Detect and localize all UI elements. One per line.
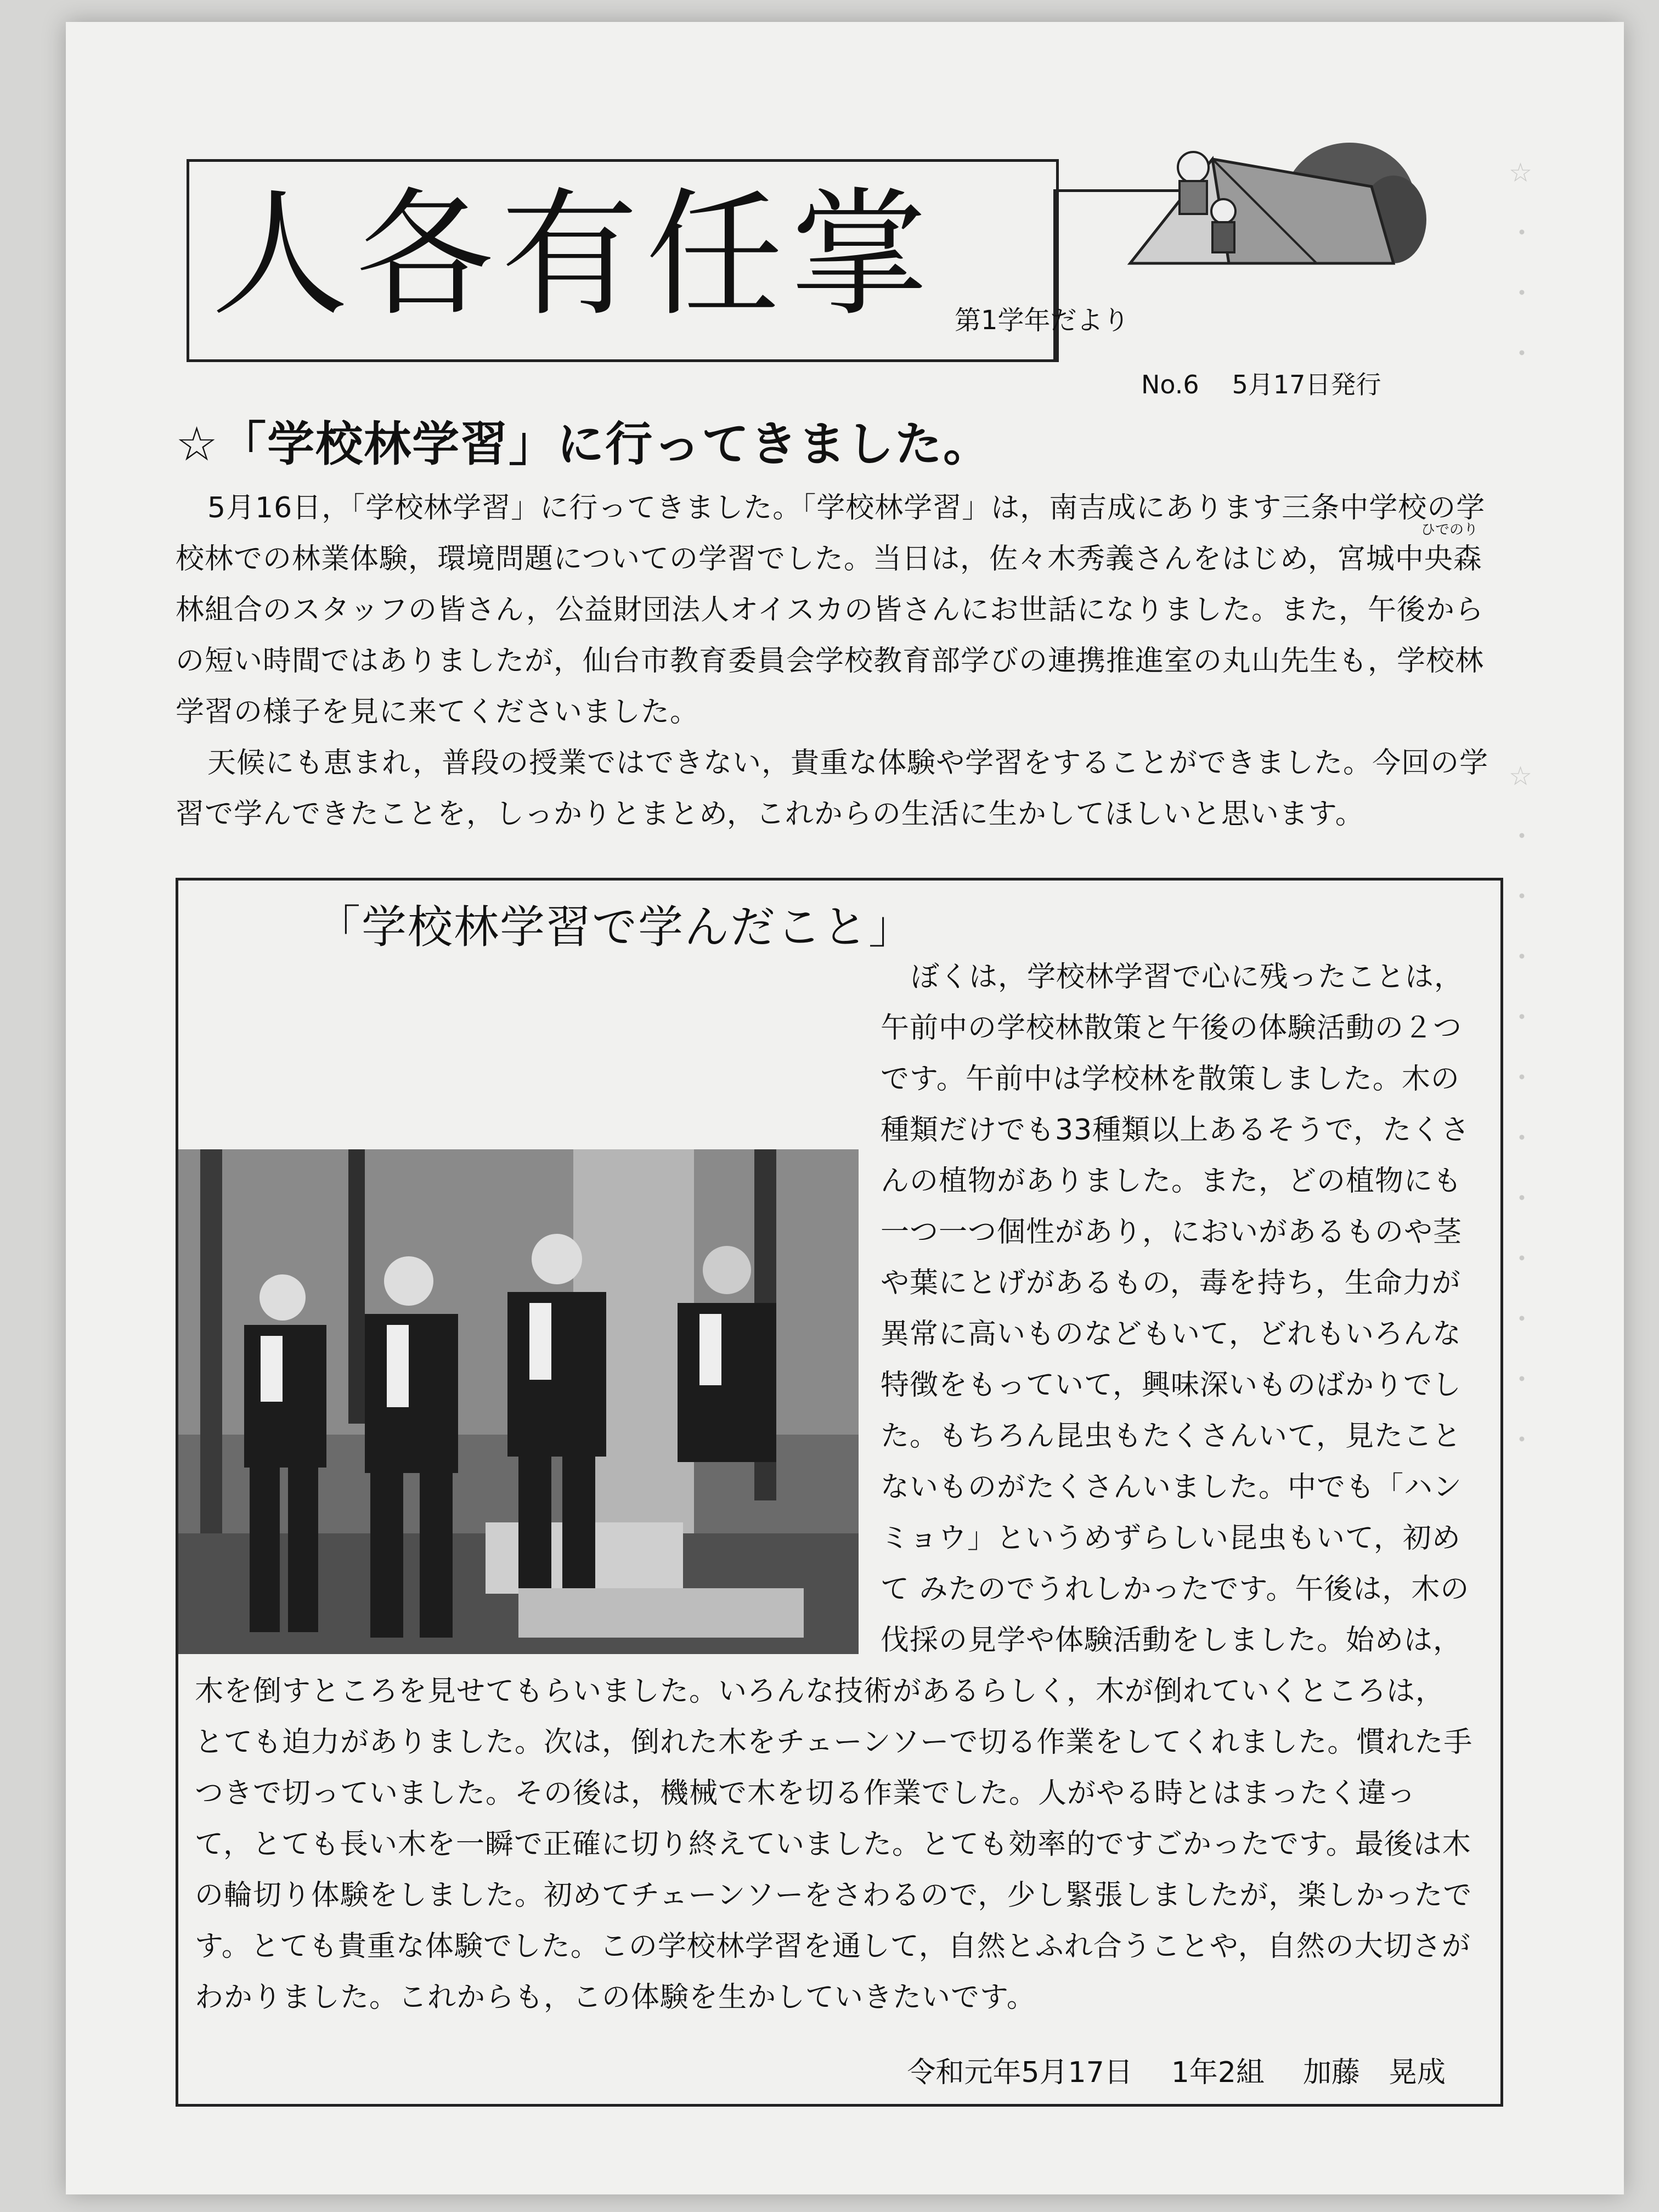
newsletter-title: 人各有任掌 (211, 175, 935, 335)
article-paragraph-2: 天候にも恵まれ，普段の授業ではできない，貴重な体験や学習をすることができました。今回の学習で学んできたことを，しっかりとまとめ，これからの生活に生かしてほしいと思います。 (176, 747, 1489, 831)
bleed-through-text: ☆ ・ ・ ・ ☆ ・ ・ ・ ・ ・ ・ ・ ・ ・ ・ ・ (1509, 157, 1536, 1455)
students-photo (178, 1149, 859, 1654)
newsletter-page (66, 22, 1624, 2194)
article-headline: ☆「学校林学習」に行ってきました。 (176, 417, 992, 472)
issue-date: 5月17日発行 (1232, 370, 1381, 399)
signature-date: 令和元年5月17日 (907, 2056, 1133, 2089)
essay-title: 「学校林学習で学んだこと」 (315, 901, 915, 953)
ruby-reading: ひでのり (1421, 522, 1479, 538)
article-paragraph-1: 5月16日，「学校林学習」に行ってきました。「学校林学習」は，南吉成にあります三条中学校の学校林での林業体験，環境問題についての学習でした。当日は，佐々木秀義さんをはじめ，宮城中央森林組合のスタッフの皆さん，公益財団法人オイスカの皆さんにお世話になりました。また，午後からの短い時間ではありましたが，仙台市教育委員会学校教育部学びの連携推進室の丸山先生も，学校林学習の様子を見に来てくださいました。 (176, 492, 1486, 729)
student-essay-box (176, 878, 1503, 2107)
issue-info (1141, 365, 1414, 401)
signature-class: 1年2組 (1171, 2056, 1265, 2089)
signature-name: 加藤 晃成 (1302, 2056, 1446, 2089)
newsletter-subtitle: 第1学年だより (955, 305, 1130, 336)
essay-signature (907, 2049, 1446, 2090)
photo-image (178, 1149, 859, 1654)
issue-number: No.6 (1141, 370, 1199, 399)
essay-body: ぼくは，学校林学習で心に残ったことは，午前中の学校林散策と午後の体験活動の２つです。午前中は学校林を散策しました。木の種類だけでも33種類以上あるそうで，たくさんの植物がありました。また，どの植物にも一つ一つ個性があり，においがあるものや茎や葉にとげがあるもの，毒を持ち，生命力が異常に高いものなどもいて，どれもいろんな特徴をもっていて，興味深いものばかりでした。もちろん昆虫もたくさんいて，見たことないものがたくさんいました。中でも「ハンミョウ」というめずらしい昆虫もいて，初めて みたのでうれしかったです。午後は，木の伐採の見学や体験活動をしました。始めは，木を倒すところを見せてもらいました。いろんな技術があるらしく，木が倒れていくところは，とても迫力がありました。次は，倒れた木をチェーンソーで切る作業をしてくれました。慣れた手つきで切っていました。その後は，機械で木を切る作業でした。人がやる時とはまったく違って，とても長い木を一瞬で正確に切り終えていました。とても効率的ですごかったです。最後は木の輪切り体験をしました。初めてチェーンソーをさわるので，少し緊張しましたが，楽しかったです。とても貴重な体験でした。この学校林学習を通して，自然とふれ合うことや，自然の大切さがわかりました。これからも，この体験を生かしていきたいです。 (195, 961, 1473, 2014)
essay-text (195, 952, 1473, 2023)
tent-illustration (1086, 121, 1426, 285)
masthead-box (187, 159, 1059, 362)
